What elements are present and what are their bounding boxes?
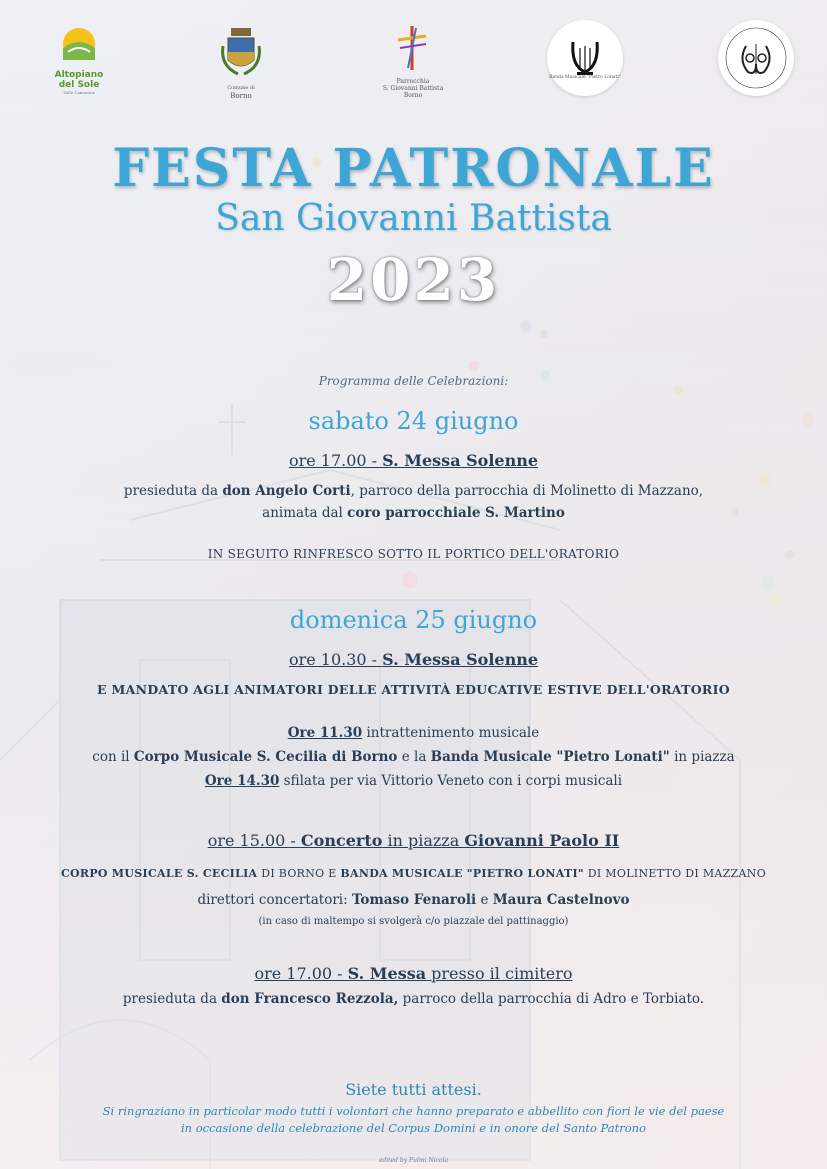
music-time-1-line [0,725,827,741]
m2c: e la [397,749,431,765]
saturday-notice: IN SEGUITO RINFRESCO SOTTO IL PORTICO DELL'ORATORIO [207,547,620,561]
saturday-mass-line [0,451,827,470]
comune-logo [218,26,264,100]
concert-event: Concerto [300,831,383,850]
credit: edited by Fulmi Nicola [378,1157,449,1164]
page-subtitle: San Giovanni Battista [215,198,612,239]
parade-time: Ore 14.30 [204,773,280,789]
sunday-event: S. Messa Solenne [382,650,539,669]
thanks-line-2: in occasione della celebrazione del Corpus Domini e in onore del Santo Patrono [181,1121,646,1135]
e1a: presieduta da [122,991,222,1007]
c1c: BANDA MUSICALE "PIETRO LONATI" [340,867,584,880]
altopiano-line1: Altopiano [54,70,104,80]
music-text-1: intrattenimento musicale [362,725,540,741]
saturday-choir-line [0,505,827,521]
saturday-event: S. Messa Solenne [382,451,539,470]
altopiano-line3: Valle Camonica [63,90,95,95]
saturday-choir: coro parrocchiale S. Martino [347,505,565,521]
cemetery-mid: presso il cimitero [426,964,573,983]
c2a: direttori concertatori: [197,892,352,908]
saturday-l2a: animata dal [262,505,348,521]
cross-icon [368,22,458,74]
concert-time: ore 15.00 - [207,831,301,850]
sunday-mandato: E MANDATO AGLI ANIMATORI DELLE ATTIVITÀ EDUCATIVE ESTIVE DELL'ORATORIO [97,682,730,697]
parrocchia-line2: S. Giovanni Battista [382,85,444,92]
comune-line1: Comune di [227,85,255,91]
c1b: DI BORNO E [257,867,341,880]
saturday-presider-line [0,483,827,499]
parade-text: sfilata per via Vittorio Veneto con i corpi musicali [279,773,623,789]
altopiano-logo [54,26,104,95]
siete-attesi: Siete tutti attesi. [345,1080,482,1099]
c1d: DI MOLINETTO DI MAZZANO [583,867,767,880]
cemetery-presider: don Francesco Rezzola, [221,991,399,1007]
banda-logo [547,20,623,96]
concert-mid: in piazza [382,831,465,850]
conductor-1: Tomaso Fenaroli [351,892,477,908]
e1c: parroco della parrocchia di Adro e Torbiato. [398,991,705,1007]
parrocchia-line3: Borno [403,92,423,99]
music-bands-line [0,749,827,765]
saturday-l1c: , parroco della parrocchia di Molinetto di Mazzano, [350,483,704,499]
altopiano-line2: del Sole [58,80,100,90]
parrocchia-logo [368,22,458,99]
sun-icon [54,26,104,66]
concert-bands-line [0,867,827,880]
saturday-heading: sabato 24 giugno [308,407,519,435]
corpo-musicale-name: Corpo Musicale S. Cecilia di Borno [133,749,398,765]
banda-musicale-name: Banda Musicale "Pietro Lonati" [430,749,670,765]
corpo-musicale-logo [718,20,794,96]
concert-place: Giovanni Paolo II [464,831,620,850]
c2c: e [476,892,493,908]
cemetery-event: S. Messa [347,964,427,983]
thanks-line-1: Si ringraziano in particolar modo tutti i volontari che hanno preparato e abbellito con fiori le vie del paese [102,1104,725,1118]
saturday-l1a: presieduta da [123,483,223,499]
program-label: Programma delle Celebrazioni: [318,374,509,388]
comune-line2: Borno [230,92,252,100]
parade-line [0,773,827,789]
music-emblem-icon [718,20,794,96]
sunday-heading: domenica 25 giugno [289,606,538,634]
m2a: con il [92,749,134,765]
cemetery-mass-line [0,964,827,983]
cemetery-presider-line [0,991,827,1007]
conductors-line [0,892,827,908]
event-year: 2023 [326,246,501,314]
m2e: in piazza [669,749,735,765]
conductor-2: Maura Castelnovo [492,892,630,908]
sunday-mass-line [0,650,827,669]
parrocchia-line1: Parrocchia [396,78,430,85]
weather-note: (in caso di maltempo si svolgerà c/o piazzale del pattinaggio) [258,916,569,927]
c1a: CORPO MUSICALE S. CECILIA [60,867,258,880]
banda-caption: Banda Musicale "Pietro Lonati" [549,75,621,80]
page-title: FESTA PATRONALE [112,138,715,199]
sunday-time: ore 10.30 - [288,650,383,669]
concert-line [0,831,827,850]
coat-of-arms-icon [218,26,264,80]
music-time-1: Ore 11.30 [287,725,363,741]
saturday-time: ore 17.00 - [288,451,383,470]
saturday-presider: don Angelo Corti [222,483,351,499]
cemetery-time: ore 17.00 - [254,964,348,983]
